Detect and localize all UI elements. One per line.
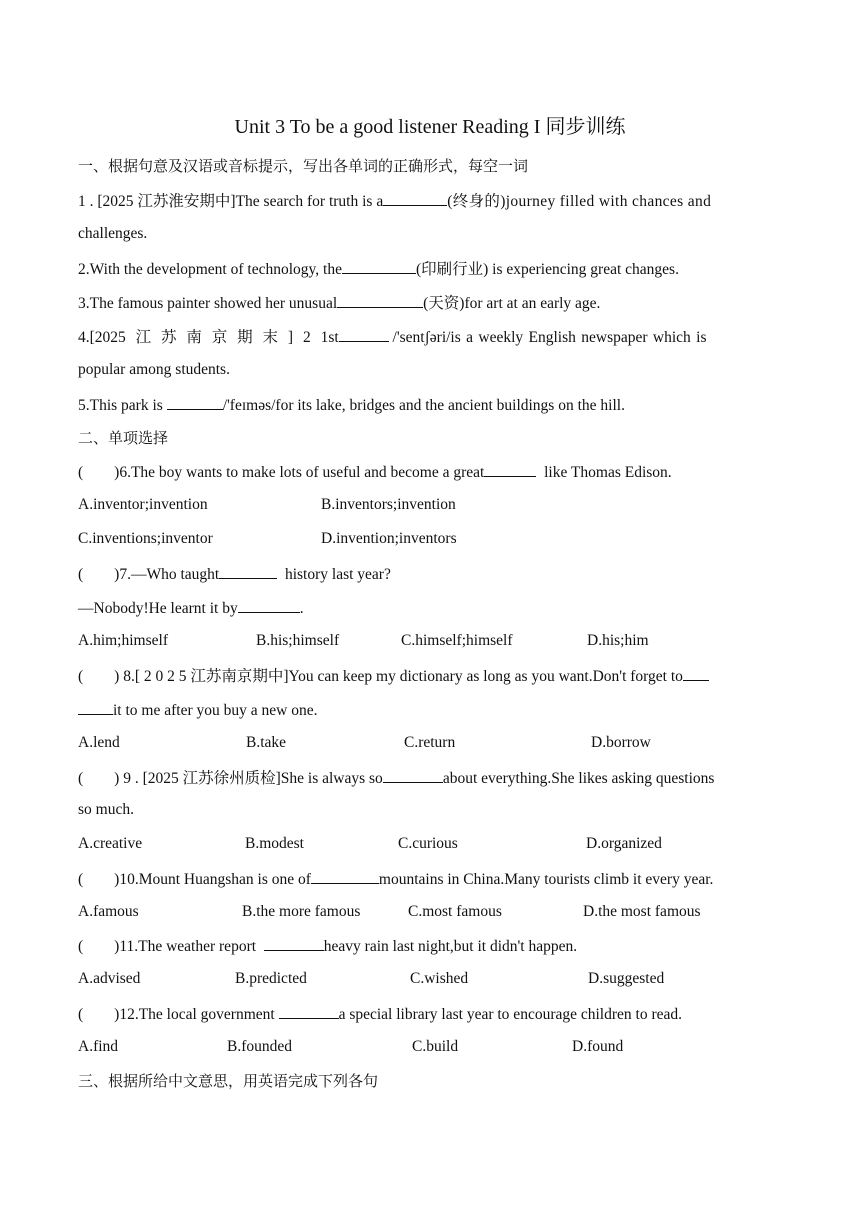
question-1-hint: (终身的)journey filled with chances and [447, 193, 712, 210]
question-9-stem: ( ) 9 . [2025 江苏徐州质检]She is always so [78, 770, 383, 787]
question-1 [78, 190, 784, 212]
question-4-cont: popular among students. [78, 361, 230, 378]
answer-blank[interactable] [279, 1003, 339, 1019]
question-6 [78, 461, 784, 483]
question-7-stem: ( )7.—Who taught [78, 566, 220, 583]
option-a[interactable]: A.creative [78, 835, 143, 852]
question-4-text-b: /'sentʃəri/is a weekly English newspaper which is [392, 329, 707, 346]
question-3-text-b: (天资)for art at an early age. [423, 295, 601, 312]
option-d[interactable]: D.the most famous [583, 903, 701, 920]
question-7-stem-b: history last year? [284, 566, 391, 583]
answer-blank[interactable] [383, 767, 443, 783]
question-7-reply: —Nobody!He learnt it by . [78, 597, 784, 619]
question-11-stem: ( )11.The weather report [78, 938, 257, 955]
question-3-text: 3.The famous painter showed her unusual [78, 295, 338, 312]
question-12-stem: ( )12.The local government [78, 1006, 275, 1023]
section-2-heading: 二、单项选择 [78, 429, 169, 447]
question-5-text-b: /'feɪməs/for its lake, bridges and the ancient buildings on the hill. [222, 397, 625, 414]
option-b[interactable]: B.founded [227, 1038, 293, 1055]
question-4-text: 4.[2025 江 苏 南 京 期 末 ] 2 1st [78, 329, 339, 346]
question-8-cont [78, 699, 784, 721]
question-12-stem-b: a special library last year to encourage children to read. [338, 1006, 682, 1023]
page-title: Unit 3 To be a good listener Reading I 同步训练 [234, 116, 626, 138]
question-8-stem: ( ) 8.[ 2 0 2 5 江苏南京期中]You can keep my dictionary as long as you want.Don't forget to [78, 668, 683, 685]
question-2-text-b: (印刷行业) is experiencing great changes. [415, 261, 679, 278]
question-6-stem: ( )6.The boy wants to make lots of useful and become a great [78, 464, 485, 481]
answer-blank[interactable] [264, 935, 324, 951]
option-d[interactable]: D.invention;inventors [321, 530, 457, 547]
option-a[interactable]: A.advised [78, 970, 141, 987]
option-c[interactable]: C.build [412, 1038, 459, 1055]
answer-blank[interactable] [342, 258, 416, 274]
question-1-text: 1 . [2025 江苏淮安期中]The search for truth is a [78, 193, 384, 210]
option-d[interactable]: D.organized [586, 835, 662, 852]
option-d[interactable]: D.his;him [587, 632, 649, 649]
option-a[interactable]: A.find [78, 1038, 119, 1055]
section-3-heading: 三、根据所给中文意思，用英语完成下列各句 [78, 1072, 379, 1090]
section-1-heading: 一、根据句意及汉语或音标提示，写出各单词的正确形式，每空一词 [78, 157, 529, 175]
question-10-stem-b: mountains in China.Many tourists climb it every year. [378, 871, 714, 888]
option-a[interactable]: A.him;himself [78, 632, 168, 649]
option-a[interactable]: A.lend [78, 734, 120, 751]
question-10 [78, 868, 784, 890]
question-10-stem: ( )10.Mount Huangshan is one of [78, 871, 311, 888]
question-5 [78, 394, 784, 416]
answer-blank[interactable] [383, 190, 447, 206]
option-c[interactable]: C.return [404, 734, 456, 751]
answer-blank[interactable] [167, 394, 223, 410]
option-d[interactable]: D.borrow [591, 734, 651, 751]
answer-blank[interactable] [238, 597, 300, 613]
option-b[interactable]: B.take [246, 734, 287, 751]
question-11-stem-b: heavy rain last night,but it didn't happen. [323, 938, 578, 955]
question-12 [78, 1003, 784, 1025]
option-c[interactable]: C.most famous [408, 903, 502, 920]
option-c[interactable]: C.wished [410, 970, 469, 987]
answer-blank[interactable] [78, 699, 113, 715]
question-1-cont: challenges. [78, 225, 148, 242]
option-b[interactable]: B.modest [245, 835, 304, 852]
question-2 [78, 258, 784, 280]
answer-blank[interactable] [683, 665, 709, 681]
question-3 [78, 292, 784, 314]
answer-blank[interactable] [219, 563, 277, 579]
question-4 [78, 326, 784, 348]
option-b[interactable]: B.his;himself [256, 632, 340, 649]
question-5-text: 5.This park is [78, 397, 163, 414]
question-2-text: 2.With the development of technology, the [78, 261, 342, 278]
option-d[interactable]: D.suggested [588, 970, 665, 987]
question-7-reply-text: —Nobody!He learnt it by [78, 600, 238, 617]
question-6-stem-b: like Thomas Edison. [544, 464, 672, 481]
question-11 [78, 935, 784, 957]
option-a[interactable]: A.famous [78, 903, 139, 920]
option-c[interactable]: C.curious [398, 835, 458, 852]
answer-blank[interactable] [337, 292, 423, 308]
option-c[interactable]: C.inventions;inventor [78, 530, 213, 547]
option-a[interactable]: A.inventor;invention [78, 496, 208, 513]
option-b[interactable]: B.inventors;invention [321, 496, 456, 513]
question-8-stem-b: it to me after you buy a new one. [113, 702, 318, 719]
option-d[interactable]: D.found [572, 1038, 624, 1055]
option-c[interactable]: C.himself;himself [401, 632, 513, 649]
question-9 [78, 767, 784, 789]
question-8 [78, 665, 784, 687]
option-b[interactable]: B.the more famous [242, 903, 361, 920]
question-7 [78, 563, 784, 585]
option-b[interactable]: B.predicted [235, 970, 307, 987]
answer-blank[interactable] [311, 868, 379, 884]
question-9-stem-b: about everything.She likes asking questions [442, 770, 715, 787]
answer-blank[interactable] [484, 461, 536, 477]
question-9-cont: so much. [78, 801, 134, 818]
answer-blank[interactable] [339, 326, 389, 342]
